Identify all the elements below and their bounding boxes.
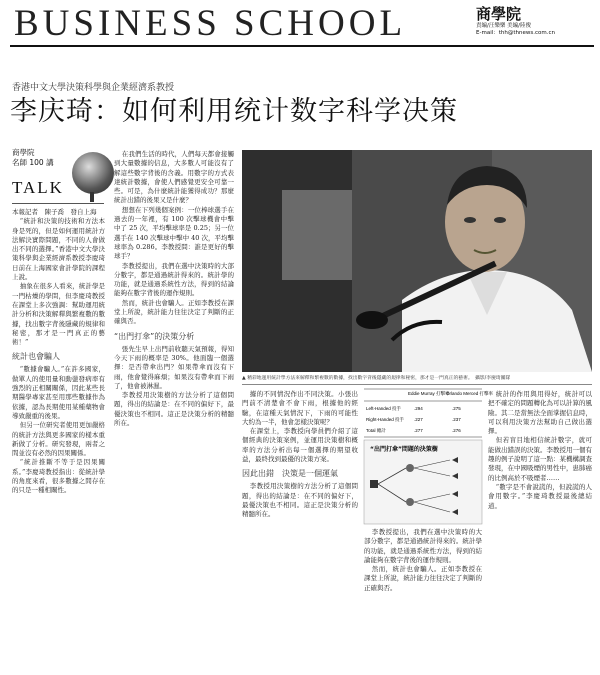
- byline: 本報記者 陳子喬 發自上海: [12, 208, 97, 216]
- headline: 李庆琦：如何利用统计数字科学决策: [10, 96, 458, 127]
- paragraph: 但另一位研究者使用更加嚴格的統計方法與更多國家的樣本重新做了分析。研究發現，兩者之間並沒有必然的因果關係。: [12, 421, 105, 458]
- paragraph: 但若盲目地相信統計數字，就可能做出錯誤的決策。李教授用一個有趣的例子說明了這一點：某機構調查發現，在中國吸煙的男性中，患肺癌的比例高於不吸煙者……: [488, 436, 592, 482]
- badge-talk: TALK: [12, 178, 64, 197]
- column-badge: [12, 148, 102, 202]
- masthead-rule: [10, 45, 594, 47]
- decision-tree-diagram: [364, 440, 482, 524]
- paragraph: 統計的作用與用得好，統計可以把不確定的問題轉化為可以計算的風險。其二是當無法全面掌握信息時，可以利用決策方法幫助自己做出選擇。: [488, 390, 592, 436]
- editor-credit: 責編/汪樂樂 美編/陸俊: [476, 23, 531, 29]
- paragraph: “數據會騙人。”在許多國家，做單人的使用量和動盪發病率有強烈的正相關關係，因此某些長期醫學專家甚至用那些數據作為依據，認為長期使用某種藥物會導致嚴重的後果。: [12, 365, 105, 420]
- table-cell: Left-Handed 投手: [366, 406, 402, 411]
- paragraph: 李教授用決策樹的方法分析了這個問題，得出的結論是：在不同的偏好下，最優決策也不相同。這正是決策分析的精髓所在。: [242, 482, 358, 519]
- subhead: “出門打傘”的決策分析: [114, 331, 195, 341]
- table-header: Eddie Murray 打擊率: [408, 391, 450, 396]
- table-cell: .277: [414, 428, 423, 433]
- badge-line1: 商學院: [12, 148, 35, 157]
- badge-divider: [12, 203, 104, 204]
- masthead-title: BUSINESS SCHOOL: [14, 3, 407, 44]
- speaker-photo: [242, 150, 592, 372]
- paragraph: “統計推斷不等于是因果關系。”李慶琦教授指出：從統計學的角度來看，很多數據之間存在的只是一種相關性。: [12, 458, 105, 495]
- badge-line2: 名師 100 講: [12, 158, 54, 167]
- paragraph: 李教授提出，我們在選中決策時的大部分數字，都是通過統計得來的。統計學的功能，就是通過系統性方法，得到的結論能夠在數字背後的運作規則。: [114, 261, 234, 298]
- table-cell: Total 總計: [366, 428, 386, 433]
- diagram-title: “出門打傘”問題的決策樹: [370, 446, 438, 453]
- article-column-5: [364, 528, 482, 670]
- chance-node: [406, 498, 414, 506]
- paragraph: “統計和決策的技術和方法本身是死的，但是如何運用統計方法解決實際問題，不同的人會做出不同的選擇。”香港中文大學決策科學與企業經濟系教授李慶琦日前在上海國家會計學院的課程上說。: [12, 217, 105, 282]
- table-header: Orlando Merced 打擊率: [446, 391, 494, 396]
- decision-node: [370, 480, 378, 488]
- table-cell: .276: [452, 428, 461, 433]
- batting-table: [364, 388, 494, 438]
- table-cell: .275: [452, 406, 461, 411]
- chance-node: [406, 464, 414, 472]
- paragraph: “數字是不會說謊的，但說謊的人會用數字。”李慶琦教授最後總結道。: [488, 482, 592, 510]
- paragraph: 在我們生活的時代，人們每天都會接觸到大量數據的信息，大多數人可能沒有了解這些數字背後的含義。用數字的方式表達統計數據，會使人們感覺更安全可靠一些。可是，為什麼統計能獲得成功？那麼統計出錯的後果又是什麼？: [114, 150, 234, 205]
- photo-caption: ▲ 精彩地運用統計學方法來解釋和繁複數的數據，找出數字背後隱藏的規律和秘密，那才是一門真正的藝術。 攝影/李慶琦團隊: [242, 376, 511, 381]
- table-cell: .227: [414, 417, 423, 422]
- subhead: 統計也會騙人: [12, 352, 60, 362]
- article-column-4: [488, 390, 592, 670]
- paragraph: 然而，統計也會騙人。正如李教授在課堂上所說，統計能力往往決定了判斷的正確與否。: [364, 565, 482, 592]
- paragraph: 據的不同情況作出不同決策。小張出門前不清楚會不會下雨，根據他的經驗，在這種天氣情況下，下雨的可能性大約為一半，他會怎樣決策呢？: [242, 390, 358, 426]
- subhead: 因此出錯 決策是一個運氣: [242, 469, 338, 479]
- paragraph: 李教授提出，我們在選中決策時的大部分數字，都是通過統計得來的。統計學的功能，就是通過系統性方法，得到的結論能夠在數字背後的運作規則。: [364, 528, 482, 564]
- paragraph: 在課堂上，李教授向學員們介紹了這個經典的決策案例，並運用決策樹和概率的方法分析出每一個選擇的期望收益，最終找到最優的決策方案。: [242, 427, 358, 464]
- paragraph: 想想在下列幾個案例：一位棒球選手在過去的一年裡，有 100 次擊球機會中擊中了 25 次，平均擊球率是 0.25；另一位選手在 140 次擊球中擊中 40 次，平均擊球率為 0.286。李教授問：誰是更好的擊球手？: [114, 205, 234, 261]
- masthead-info: [476, 6, 594, 37]
- kicker: 香港中文大學決策科學與企業經濟系教授: [12, 83, 175, 93]
- paragraph: 抽象在很多人看來，統計學是一門枯燥的學問，但李慶琦教授在課堂上多次強調：幫助運用統計分析和決策解釋與繁複數的數據，找出數字背後隱藏的規律和秘密，那才是一門真正的藝術！”: [12, 282, 105, 347]
- section-name: 商學院: [476, 5, 522, 23]
- microphone-icon: [72, 152, 114, 194]
- table-cell: Right-Handed 投手: [366, 417, 405, 422]
- article-column-3: [242, 390, 358, 670]
- caption-rule: [242, 384, 592, 385]
- table-cell: .294: [414, 406, 423, 411]
- article-column-1: [12, 208, 105, 670]
- microphone-stand-icon: [90, 192, 94, 202]
- email-address: E-mail：thh@thnews.com.cn: [476, 30, 556, 36]
- paragraph: 李教授用決策樹的方法分析了這個問題，得出的結論是：在不同的偏好下，最優決策也不相同。這正是決策分析的精髓所在。: [114, 391, 234, 428]
- paragraph: 然而，統計也會騙人。正如李教授在課堂上所說，統計能力往往決定了判斷的正確與否。: [114, 298, 234, 326]
- article-column-2: [114, 150, 234, 670]
- masthead: [0, 0, 600, 44]
- speaker-illustration: [242, 150, 592, 372]
- table-cell: .237: [452, 417, 461, 422]
- paragraph: 張先生早上出門前收聽天氣預報，得知今天下雨的概率是 30%。他面臨一個選擇：是否帶傘出門？如果帶傘而沒有下雨，他會覺得麻煩；如果沒有帶傘而下雨了，他會被淋濕。: [114, 344, 234, 390]
